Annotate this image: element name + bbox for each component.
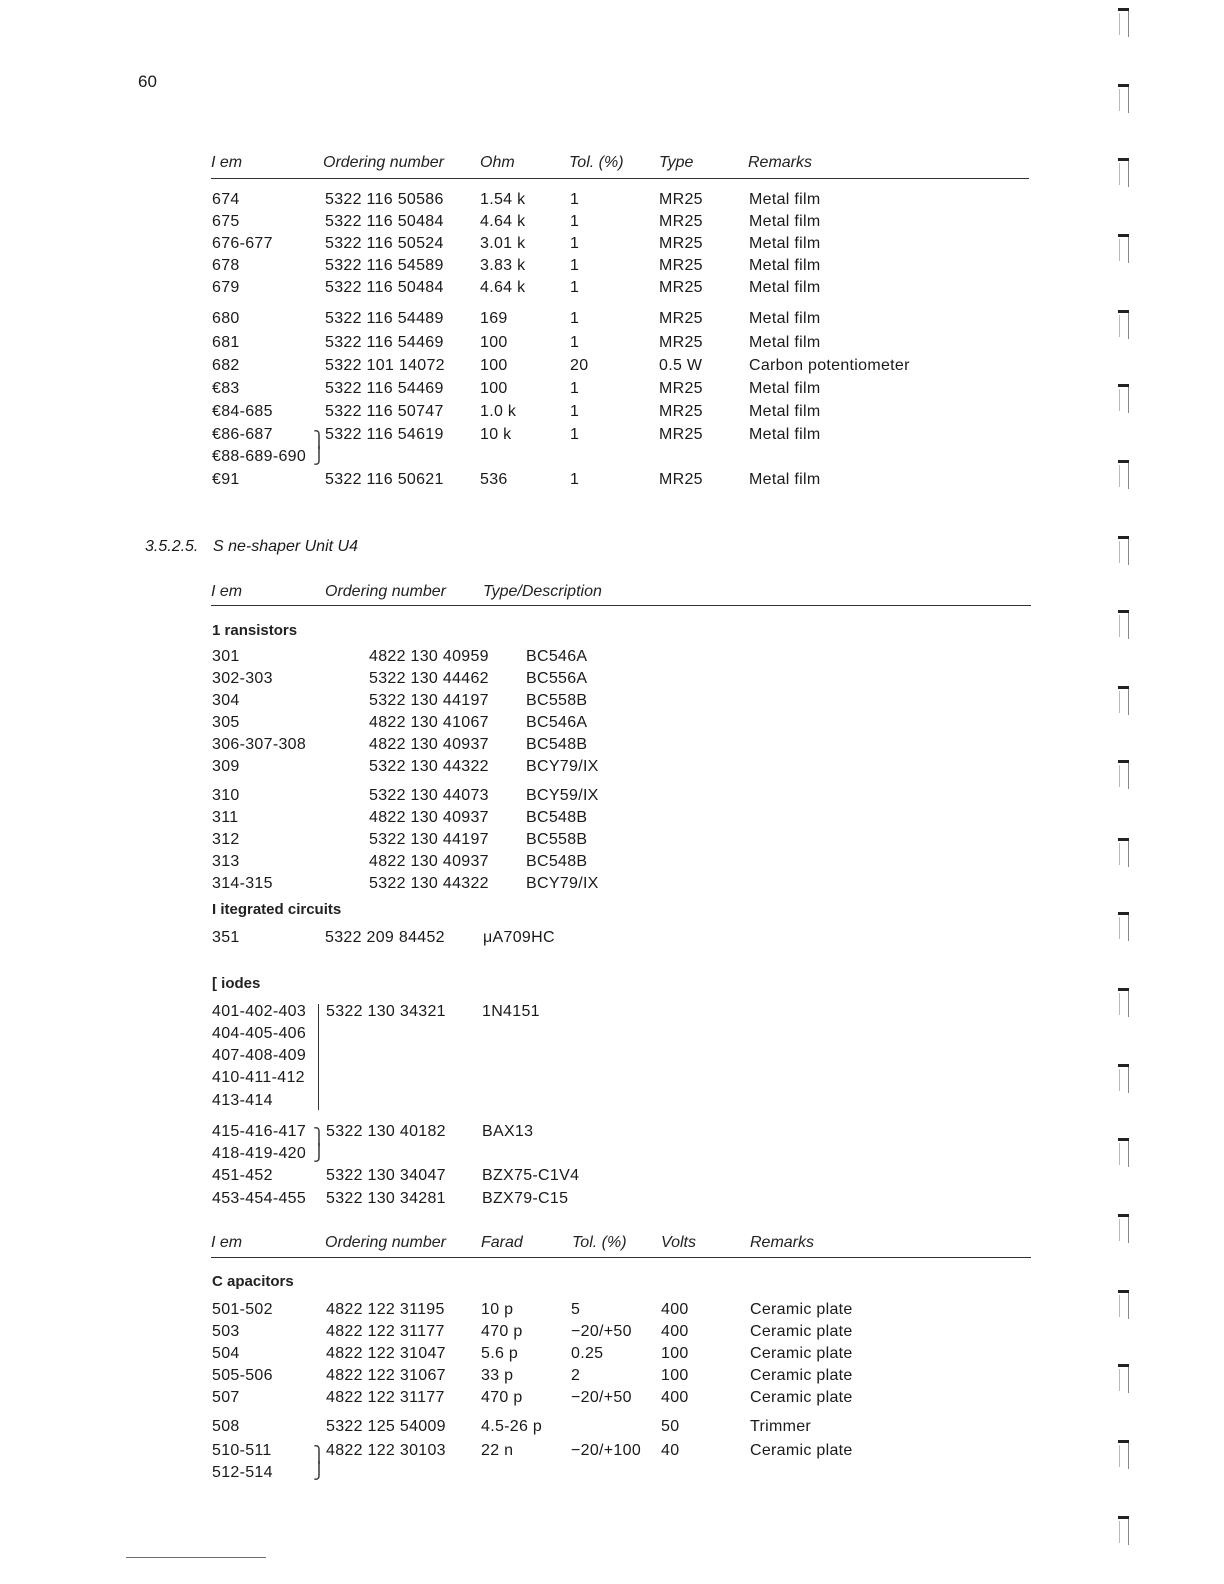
table-cell: 5322 209 84452 <box>325 929 445 946</box>
table-cell: 410-411-412 <box>212 1069 305 1086</box>
table-cell: Metal film <box>749 334 821 351</box>
table-cell: 5322 116 50747 <box>325 403 444 420</box>
table-cell: €91 <box>212 471 240 488</box>
table-cell: 1 <box>570 191 580 208</box>
col-header-remarks: Remarks <box>748 154 813 171</box>
col-header-farad: Farad <box>481 1234 523 1251</box>
table-cell: BC548B <box>526 809 588 826</box>
header-rule <box>211 1257 1031 1258</box>
table-cell: 4822 122 31177 <box>326 1389 445 1406</box>
table-cell: 400 <box>661 1323 689 1340</box>
table-cell: BCY59/IX <box>526 787 599 804</box>
table-cell: 4822 130 40937 <box>369 853 489 870</box>
col-header-item: I em <box>211 1234 243 1251</box>
table-cell: 680 <box>212 310 240 327</box>
table-cell: MR25 <box>659 235 703 252</box>
table-cell: 5322 130 34321 <box>326 1003 446 1020</box>
table-cell: 400 <box>661 1389 689 1406</box>
table-cell: BZX75-C1V4 <box>482 1167 580 1184</box>
table-cell: 5322 130 44322 <box>369 875 489 892</box>
table-cell: 1N4151 <box>482 1003 540 1020</box>
table-cell: 4822 122 31195 <box>326 1301 445 1318</box>
table-cell: 302-303 <box>212 670 273 687</box>
table-cell: −20/+100 <box>571 1442 642 1459</box>
table-cell: BZX79-C15 <box>482 1190 569 1207</box>
table-cell: 1 <box>570 426 580 443</box>
table-cell: Metal film <box>749 235 821 252</box>
table-cell: 1 <box>570 471 580 488</box>
table-cell: 4822 122 31177 <box>326 1323 445 1340</box>
table-cell: Metal film <box>749 426 821 443</box>
table-cell: 306-307-308 <box>212 736 307 753</box>
table-cell: BC558B <box>526 692 588 709</box>
brace-icon <box>318 1004 319 1110</box>
table-cell: 503 <box>212 1323 240 1340</box>
col-header-ohm: Ohm <box>480 154 515 171</box>
table-cell: MR25 <box>659 279 703 296</box>
table-cell: 510-511 <box>212 1442 272 1459</box>
table-cell: 10 p <box>481 1301 514 1318</box>
brace-icon: ⎭ <box>313 1463 325 1480</box>
table-cell: −20/+50 <box>571 1389 632 1406</box>
table-cell: BC558B <box>526 831 588 848</box>
table-cell: BC546A <box>526 648 588 665</box>
col-header-ordering: Ordering number <box>325 1234 446 1251</box>
table-cell: 5.6 p <box>481 1345 519 1362</box>
table-cell: 682 <box>212 357 240 374</box>
table-cell: Ceramic plate <box>750 1301 853 1318</box>
table-cell: Ceramic plate <box>750 1345 853 1362</box>
table-cell: 536 <box>480 471 508 488</box>
table-cell: Ceramic plate <box>750 1367 853 1384</box>
table-cell: 679 <box>212 279 240 296</box>
table-cell: 5322 116 50484 <box>325 213 444 230</box>
col-header-item: I em <box>211 583 243 600</box>
table-cell: 1.54 k <box>480 191 526 208</box>
table-cell: 5322 125 54009 <box>326 1418 446 1435</box>
table-cell: 5322 116 54469 <box>325 380 444 397</box>
table-cell: 1 <box>570 235 580 252</box>
table-cell: 507 <box>212 1389 240 1406</box>
table-cell: 4822 130 40959 <box>369 648 489 665</box>
table-cell: 451-452 <box>212 1167 273 1184</box>
table-cell: MR25 <box>659 471 703 488</box>
table-cell: 310 <box>212 787 240 804</box>
table-cell: 314-315 <box>212 875 273 892</box>
table-cell: 2 <box>571 1367 581 1384</box>
table-cell: Ceramic plate <box>750 1442 853 1459</box>
table-cell: 1 <box>570 310 580 327</box>
table-cell: 5322 116 54489 <box>325 310 444 327</box>
col-header-remarks: Remarks <box>750 1234 815 1251</box>
brace-icon: ⎫ <box>313 432 325 449</box>
table-cell: 401-402-403 <box>212 1003 307 1020</box>
table-cell: 453-454-455 <box>212 1190 307 1207</box>
table-cell: 305 <box>212 714 240 731</box>
table-cell: Metal film <box>749 257 821 274</box>
table-cell: 470 p <box>481 1389 523 1406</box>
table-cell: 501-502 <box>212 1301 273 1318</box>
table-cell: Metal film <box>749 213 821 230</box>
group-heading-integrated: I itegrated circuits <box>212 901 342 918</box>
table-cell: 678 <box>212 257 240 274</box>
table-cell: 470 p <box>481 1323 523 1340</box>
table-cell: 5322 130 44073 <box>369 787 489 804</box>
table-cell: 512-514 <box>212 1464 273 1481</box>
table-cell: 4822 122 30103 <box>326 1442 446 1459</box>
group-heading-transistors: 1 ransistors <box>212 622 298 639</box>
table-cell: Carbon potentiometer <box>749 357 910 374</box>
section-title: S ne-shaper Unit U4 <box>213 538 358 555</box>
table-cell: 1.0 k <box>480 403 517 420</box>
table-cell: 5322 130 40182 <box>326 1123 446 1140</box>
table-cell: 4822 130 41067 <box>369 714 489 731</box>
table-cell: 415-416-417 <box>212 1123 307 1140</box>
table-cell: MR25 <box>659 310 703 327</box>
table-cell: MR25 <box>659 380 703 397</box>
table-cell: −20/+50 <box>571 1323 632 1340</box>
table-cell: MR25 <box>659 426 703 443</box>
table-cell: BAX13 <box>482 1123 534 1140</box>
table-cell: 100 <box>661 1345 689 1362</box>
table-cell: Metal film <box>749 310 821 327</box>
footer-rule <box>126 1557 266 1558</box>
brace-icon: ⎫ <box>313 1447 325 1464</box>
table-cell: 5322 130 44462 <box>369 670 489 687</box>
table-cell: Metal film <box>749 403 821 420</box>
table-cell: 301 <box>212 648 240 665</box>
table-cell: 5322 116 54469 <box>325 334 444 351</box>
table-cell: 4822 130 40937 <box>369 736 489 753</box>
table-cell: BC556A <box>526 670 588 687</box>
table-cell: 312 <box>212 831 240 848</box>
table-cell: 1 <box>570 257 580 274</box>
table-cell: Metal film <box>749 471 821 488</box>
header-rule <box>211 605 1031 606</box>
table-cell: 5322 101 14072 <box>325 357 445 374</box>
table-cell: 675 <box>212 213 240 230</box>
table-cell: 22 n <box>481 1442 514 1459</box>
table-cell: 413-414 <box>212 1092 273 1109</box>
table-cell: 309 <box>212 758 240 775</box>
group-heading-diodes: [ iodes <box>212 975 261 992</box>
table-cell: 3.83 k <box>480 257 526 274</box>
table-cell: 504 <box>212 1345 240 1362</box>
table-cell: 676-677 <box>212 235 273 252</box>
col-header-ordering: Ordering number <box>325 583 446 600</box>
page-number: 60 <box>138 72 157 91</box>
table-cell: 1 <box>570 279 580 296</box>
table-cell: 4822 130 40937 <box>369 809 489 826</box>
table-cell: 50 <box>661 1418 680 1435</box>
table-cell: 5322 130 34281 <box>326 1190 446 1207</box>
table-cell: 407-408-409 <box>212 1047 307 1064</box>
table-cell: 400 <box>661 1301 689 1318</box>
table-cell: BC548B <box>526 853 588 870</box>
table-cell: 304 <box>212 692 240 709</box>
brace-icon: ⎭ <box>313 1145 325 1162</box>
table-cell: μA709HC <box>483 929 555 946</box>
col-header-ordering: Ordering number <box>323 154 444 171</box>
table-cell: 40 <box>661 1442 680 1459</box>
table-cell: 20 <box>570 357 589 374</box>
col-header-tol: Tol. (%) <box>572 1234 627 1251</box>
table-cell: 4822 122 31047 <box>326 1345 446 1362</box>
table-cell: Metal film <box>749 191 821 208</box>
brace-icon: ⎭ <box>313 448 325 465</box>
table-cell: 5322 130 34047 <box>326 1167 446 1184</box>
table-cell: 5 <box>571 1301 581 1318</box>
col-header-type-description: Type/Description <box>483 583 602 600</box>
table-cell: 5322 130 44197 <box>369 831 489 848</box>
table-cell: Ceramic plate <box>750 1389 853 1406</box>
table-cell: 100 <box>480 357 508 374</box>
table-cell: 33 p <box>481 1367 514 1384</box>
table-cell: BC546A <box>526 714 588 731</box>
brace-icon: ⎫ <box>313 1129 325 1146</box>
table-cell: 311 <box>212 809 239 826</box>
table-cell: 5322 116 54589 <box>325 257 444 274</box>
section-number: 3.5.2.5. <box>145 538 199 555</box>
table-cell: BC548B <box>526 736 588 753</box>
table-cell: 5322 116 54619 <box>325 426 444 443</box>
table-cell: €84-685 <box>212 403 273 420</box>
table-cell: 1 <box>570 380 580 397</box>
table-cell: MR25 <box>659 403 703 420</box>
table-cell: 1 <box>570 334 580 351</box>
table-cell: 5322 130 44197 <box>369 692 489 709</box>
table-cell: BCY79/IX <box>526 875 599 892</box>
table-cell: 5322 116 50586 <box>325 191 444 208</box>
table-cell: 505-506 <box>212 1367 273 1384</box>
col-header-type: Type <box>659 154 694 171</box>
table-cell: 418-419-420 <box>212 1145 307 1162</box>
group-heading-capacitors: C apacitors <box>212 1273 294 1290</box>
table-cell: 404-405-406 <box>212 1025 307 1042</box>
header-rule <box>211 178 1029 179</box>
table-cell: 4.64 k <box>480 213 526 230</box>
table-cell: 508 <box>212 1418 240 1435</box>
table-cell: 10 k <box>480 426 512 443</box>
table-cell: Trimmer <box>750 1418 812 1435</box>
table-cell: BCY79/IX <box>526 758 599 775</box>
table-cell: 681 <box>212 334 240 351</box>
col-header-item: I em <box>211 154 243 171</box>
table-cell: €88-689-690 <box>212 448 307 465</box>
table-cell: 0.25 <box>571 1345 604 1362</box>
table-cell: 1 <box>570 403 580 420</box>
col-header-tol: Tol. (%) <box>569 154 624 171</box>
table-cell: Metal film <box>749 279 821 296</box>
table-cell: 169 <box>480 310 508 327</box>
table-cell: Metal film <box>749 380 821 397</box>
table-cell: 4.64 k <box>480 279 526 296</box>
table-cell: €83 <box>212 380 240 397</box>
table-cell: 4822 122 31067 <box>326 1367 446 1384</box>
table-cell: 100 <box>661 1367 689 1384</box>
table-cell: MR25 <box>659 213 703 230</box>
table-cell: 100 <box>480 380 508 397</box>
table-cell: 4.5-26 p <box>481 1418 543 1435</box>
table-cell: 5322 130 44322 <box>369 758 489 775</box>
table-cell: 100 <box>480 334 508 351</box>
table-cell: 674 <box>212 191 240 208</box>
table-cell: €86-687 <box>212 426 273 443</box>
table-cell: MR25 <box>659 257 703 274</box>
table-cell: MR25 <box>659 334 703 351</box>
table-cell: MR25 <box>659 191 703 208</box>
table-cell: 5322 116 50484 <box>325 279 444 296</box>
table-cell: 1 <box>570 213 580 230</box>
table-cell: 5322 116 50621 <box>325 471 444 488</box>
table-cell: 313 <box>212 853 240 870</box>
table-cell: 0.5 W <box>659 357 703 374</box>
table-cell: 3.01 k <box>480 235 526 252</box>
table-cell: 351 <box>212 929 240 946</box>
col-header-volts: Volts <box>661 1234 696 1251</box>
table-cell: 5322 116 50524 <box>325 235 444 252</box>
table-cell: Ceramic plate <box>750 1323 853 1340</box>
